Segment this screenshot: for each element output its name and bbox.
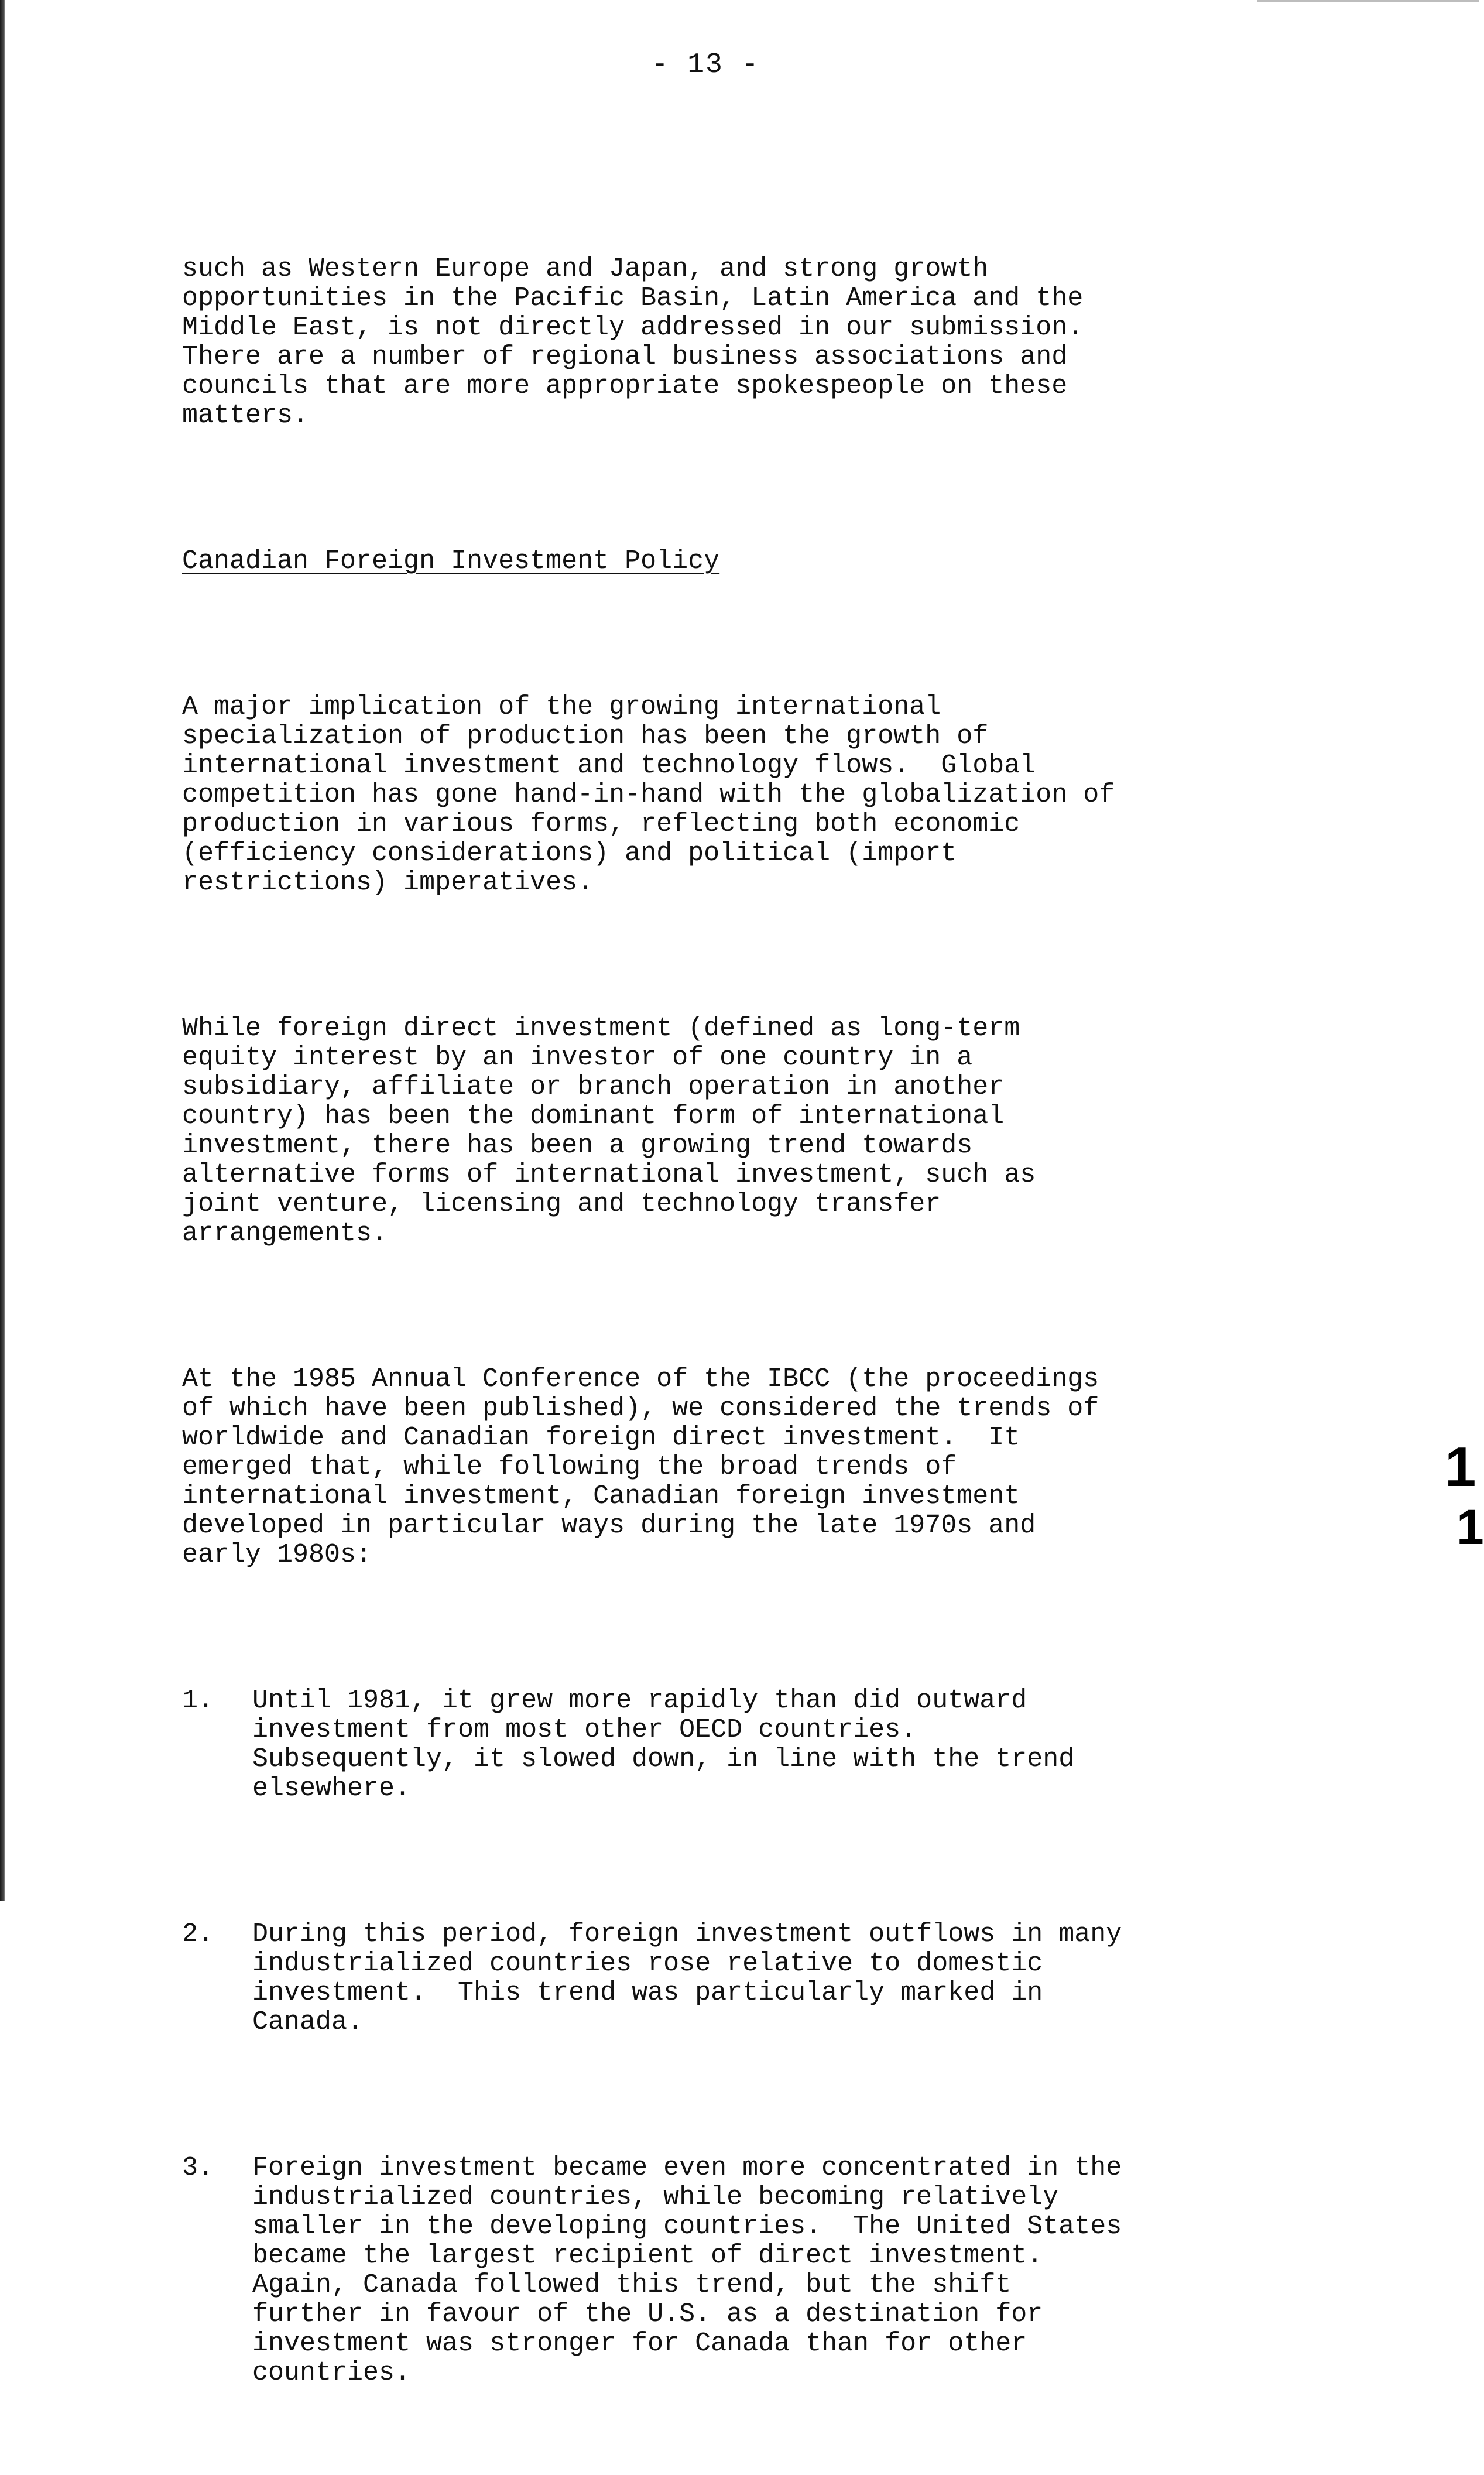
text-line: early 1980s:	[182, 1540, 372, 1570]
text-line: industrialized countries rose relative to domestic	[252, 1949, 1043, 1978]
text-line: competition has gone hand-in-hand with the globalization of	[182, 780, 1115, 810]
text-line: Again, Canada followed this trend, but the shift	[252, 2270, 1012, 2300]
text-line: elsewhere.	[252, 1774, 411, 1803]
list-item-number: 3.	[182, 2153, 214, 2183]
text-line: smaller in the developing countries. The United States	[252, 2212, 1122, 2241]
list-item-number: 2.	[182, 1919, 214, 1949]
paragraph-implication	[182, 693, 1236, 898]
text-line: developed in particular ways during the late 1970s and	[182, 1511, 1036, 1541]
text-line: (efficiency considerations) and political (import	[182, 838, 957, 868]
list-item	[182, 2154, 1236, 2388]
text-line: country) has been the dominant form of international	[182, 1101, 1005, 1131]
document-body	[182, 167, 1236, 2475]
text-line: A major implication of the growing international	[182, 692, 941, 722]
list-item	[182, 1920, 1236, 2037]
text-line: councils that are more appropriate spokespeople on these	[182, 371, 1068, 401]
text-line: During this period, foreign investment outflows in many	[252, 1919, 1122, 1949]
text-line: emerged that, while following the broad trends of	[182, 1452, 957, 1482]
text-line: further in favour of the U.S. as a destination for	[252, 2299, 1043, 2329]
text-line: restrictions) imperatives.	[182, 868, 594, 898]
section-heading: Canadian Foreign Investment Policy	[182, 546, 720, 576]
text-line: investment, there has been a growing trend towards	[182, 1131, 973, 1161]
text-line: became the largest recipient of direct investment.	[252, 2241, 1043, 2271]
margin-mark: 1	[1445, 1436, 1476, 1498]
text-line: production in various forms, reflecting both economic	[182, 809, 1020, 839]
text-line: joint venture, licensing and technology transfer	[182, 1189, 941, 1219]
text-line: matters.	[182, 400, 309, 430]
text-line: worldwide and Canadian foreign direct investment. It	[182, 1423, 1020, 1453]
text-line: equity interest by an investor of one country in a	[182, 1043, 973, 1073]
list-item-number: 1.	[182, 1686, 214, 1716]
text-line: industrialized countries, while becoming relatively	[252, 2182, 1059, 2212]
text-line: Subsequently, it slowed down, in line with the trend	[252, 1744, 1075, 1774]
intro-paragraph	[182, 255, 1236, 430]
text-line: Canada.	[252, 2007, 364, 2037]
text-line: Until 1981, it grew more rapidly than did outward	[252, 1686, 1027, 1716]
scan-edge-top	[1257, 0, 1479, 2]
paragraph-conference	[182, 1365, 1236, 1570]
text-line: While foreign direct investment (defined as long-term	[182, 1014, 1020, 1043]
text-line: such as Western Europe and Japan, and strong growth	[182, 254, 989, 284]
text-line: arrangements.	[182, 1218, 388, 1248]
text-line: Middle East, is not directly addressed in our submission.	[182, 313, 1084, 343]
text-line: investment. This trend was particularly marked in	[252, 1978, 1043, 2008]
text-line: subsidiary, affiliate or branch operation in another	[182, 1072, 1005, 1102]
margin-mark: 1	[1456, 1500, 1484, 1555]
list-item	[182, 1686, 1236, 1803]
page-number: - 13 -	[651, 49, 760, 81]
scan-edge-left	[0, 0, 5, 1901]
text-line: countries.	[252, 2358, 411, 2388]
paragraph-fdi	[182, 1014, 1236, 1248]
text-line: specialization of production has been the growth of	[182, 721, 989, 751]
text-line: At the 1985 Annual Conference of the IBCC (the proceedings	[182, 1364, 1099, 1394]
text-line: international investment, Canadian foreign investment	[182, 1481, 1020, 1511]
text-line: international investment and technology flows. Global	[182, 751, 1036, 781]
text-line: opportunities in the Pacific Basin, Latin America and the	[182, 283, 1084, 313]
text-line: There are a number of regional business associations and	[182, 342, 1068, 372]
text-line: alternative forms of international investment, such as	[182, 1160, 1036, 1190]
text-line: investment was stronger for Canada than for other	[252, 2329, 1027, 2358]
text-line: investment from most other OECD countries.	[252, 1715, 917, 1745]
text-line: of which have been published), we considered the trends of	[182, 1394, 1099, 1423]
text-line: Foreign investment became even more concentrated in the	[252, 2153, 1122, 2183]
